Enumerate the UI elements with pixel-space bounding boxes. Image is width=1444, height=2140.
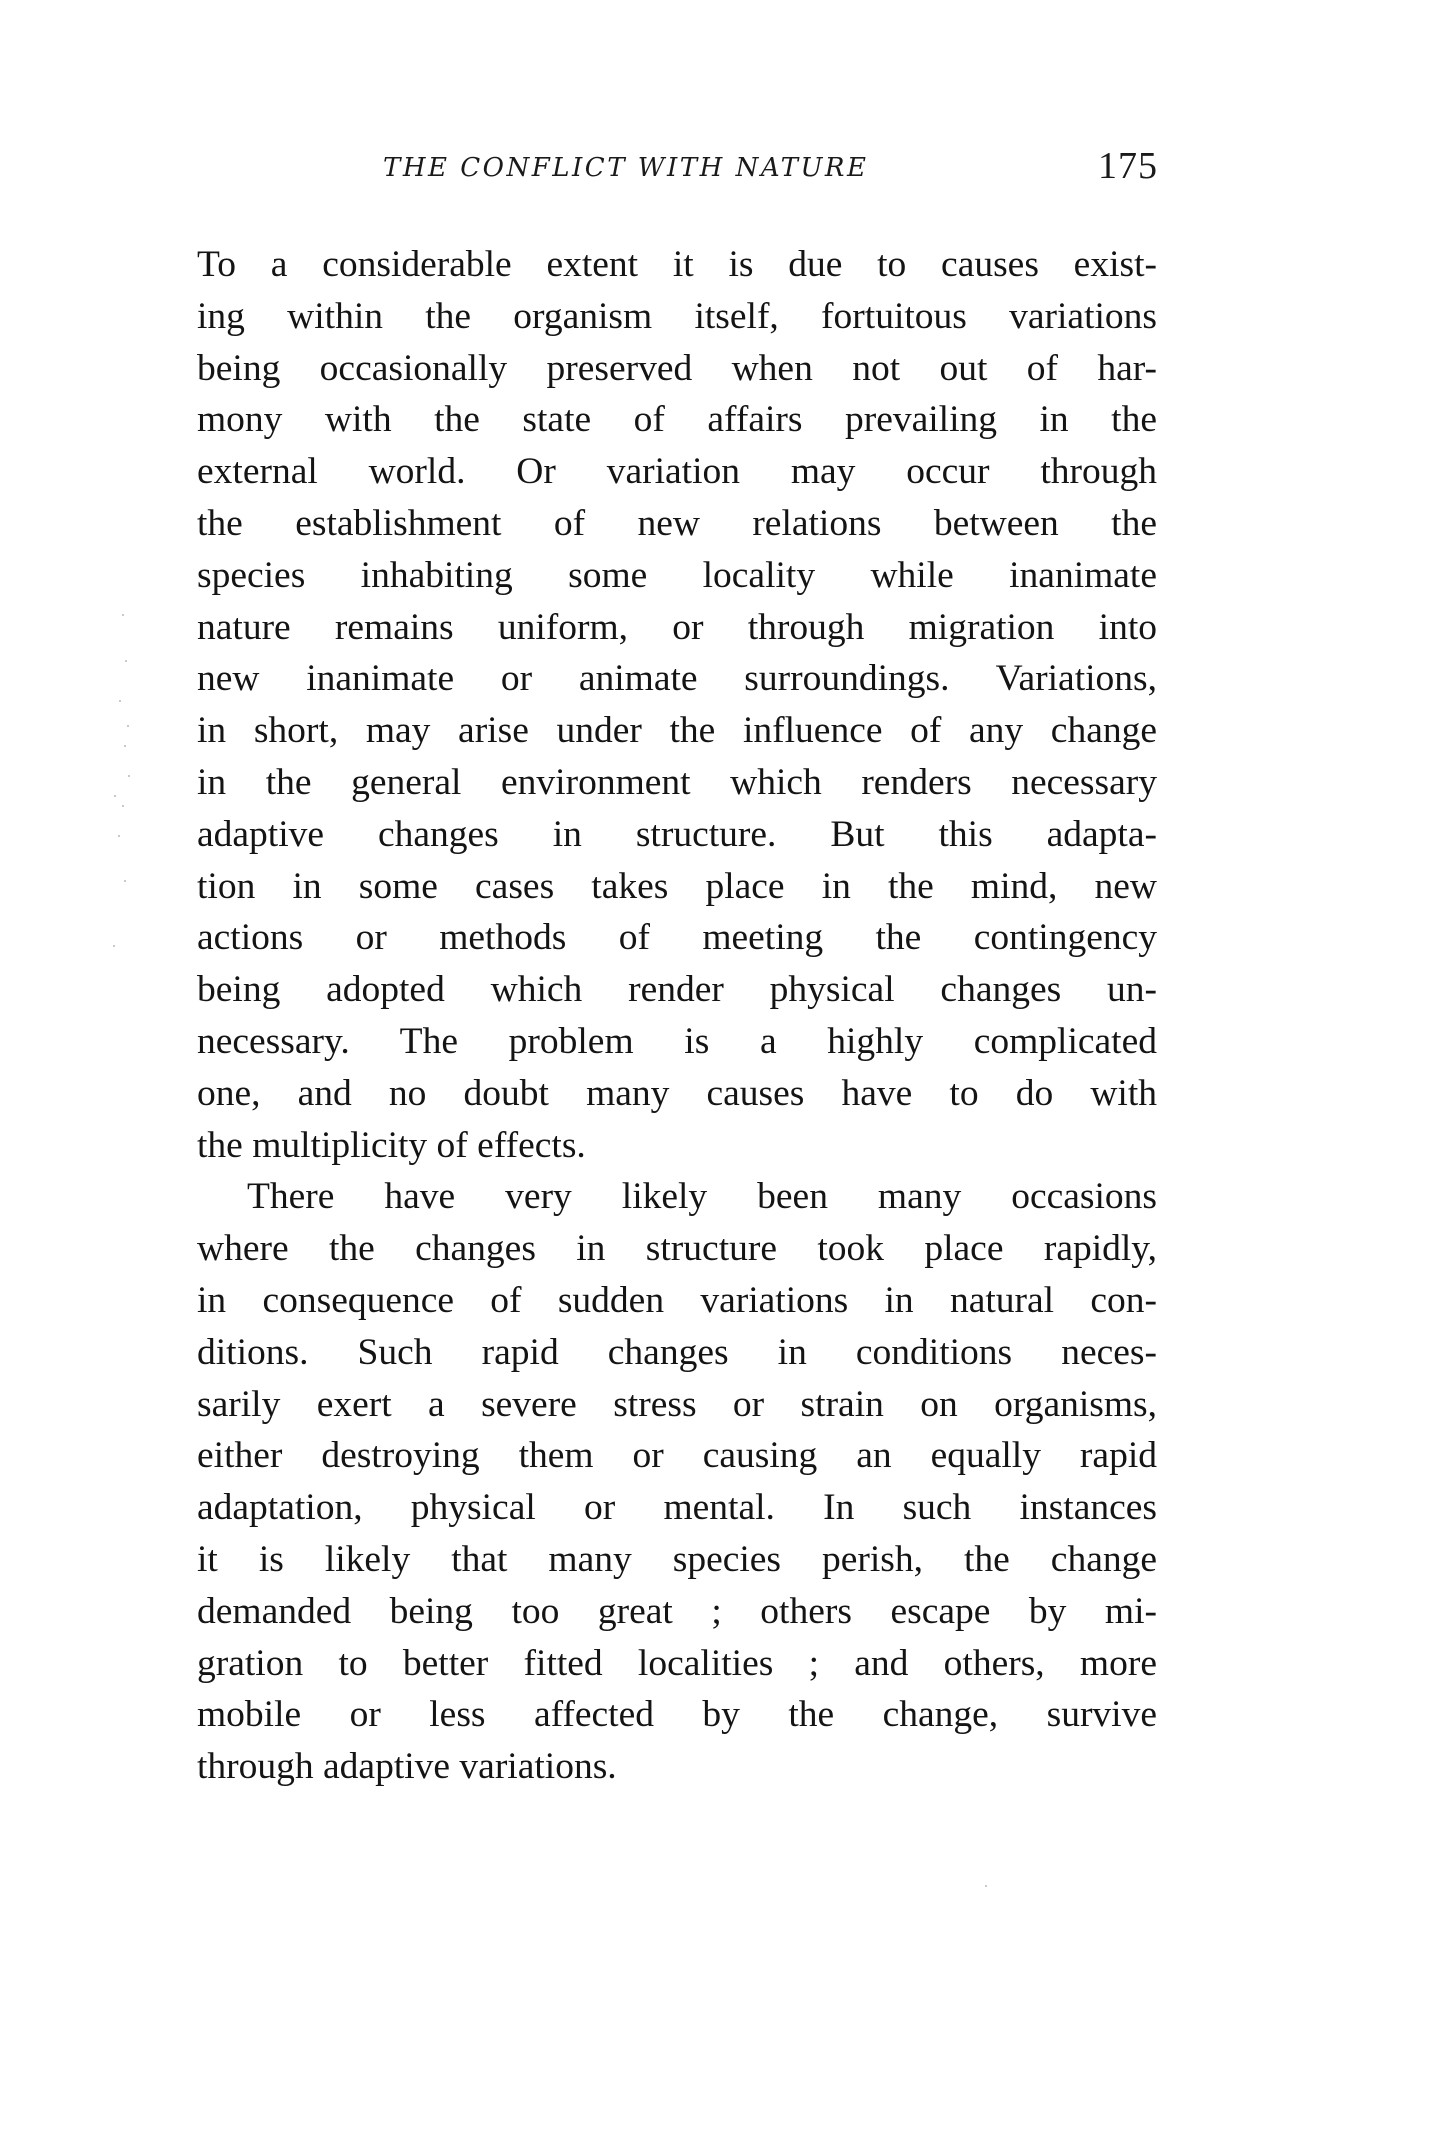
text-line: demanded being too great ; others escape by mi- bbox=[197, 1591, 1157, 1632]
text-line: one, and no doubt many causes have to do with bbox=[197, 1073, 1157, 1114]
text-line: nature remains uniform, or through migration into bbox=[197, 607, 1157, 648]
text-line: adaptation, physical or mental. In such instances bbox=[197, 1487, 1157, 1528]
scan-speck bbox=[127, 725, 129, 727]
text-line: actions or methods of meeting the contingency bbox=[197, 917, 1157, 958]
text-line: mobile or less affected by the change, survive bbox=[197, 1694, 1157, 1735]
text-line: being occasionally preserved when not out of har- bbox=[197, 348, 1157, 389]
scan-speck bbox=[124, 880, 126, 882]
text-line: in consequence of sudden variations in natural con- bbox=[197, 1280, 1157, 1321]
scan-speck bbox=[985, 1885, 987, 1887]
text-line: it is likely that many species perish, the change bbox=[197, 1539, 1157, 1580]
text-line: There have very likely been many occasions bbox=[247, 1176, 1157, 1217]
text-line: where the changes in structure took place rapidly, bbox=[197, 1228, 1157, 1269]
scan-speck bbox=[122, 805, 124, 807]
scan-speck bbox=[114, 795, 116, 797]
text-line: ditions. Such rapid changes in conditions neces- bbox=[197, 1332, 1157, 1373]
text-line: the multiplicity of effects. bbox=[197, 1125, 586, 1166]
text-line: species inhabiting some locality while inanimate bbox=[197, 555, 1157, 596]
text-line: new inanimate or animate surroundings. Variations, bbox=[197, 658, 1157, 699]
text-line: in short, may arise under the influence of any change bbox=[197, 710, 1157, 751]
text-line: ing within the organism itself, fortuitous variations bbox=[197, 296, 1157, 337]
text-line: in the general environment which renders necessary bbox=[197, 762, 1157, 803]
scan-speck bbox=[118, 835, 120, 837]
text-line: external world. Or variation may occur through bbox=[197, 451, 1157, 492]
page-number: 175 bbox=[1098, 145, 1158, 187]
text-line: through adaptive variations. bbox=[197, 1746, 617, 1787]
scan-speck bbox=[128, 775, 130, 777]
text-line: tion in some cases takes place in the mind, new bbox=[197, 866, 1157, 907]
text-line: the establishment of new relations between the bbox=[197, 503, 1157, 544]
text-line: To a considerable extent it is due to causes exist- bbox=[197, 244, 1157, 285]
text-line: necessary. The problem is a highly complicated bbox=[197, 1021, 1157, 1062]
scan-speck bbox=[124, 745, 126, 747]
running-head-title: THE CONFLICT WITH NATURE bbox=[383, 153, 869, 183]
text-line: mony with the state of affairs prevailing in the bbox=[197, 399, 1157, 440]
text-line: being adopted which render physical changes un- bbox=[197, 969, 1157, 1010]
text-line: sarily exert a severe stress or strain on organisms, bbox=[197, 1384, 1157, 1425]
scan-speck bbox=[113, 945, 115, 947]
text-line: either destroying them or causing an equally rapid bbox=[197, 1435, 1157, 1476]
text-line: gration to better fitted localities ; and others, more bbox=[197, 1643, 1157, 1684]
text-line: adaptive changes in structure. But this adapta- bbox=[197, 814, 1157, 855]
scan-speck bbox=[125, 660, 127, 662]
scan-speck bbox=[122, 614, 124, 616]
scan-speck bbox=[119, 700, 121, 702]
